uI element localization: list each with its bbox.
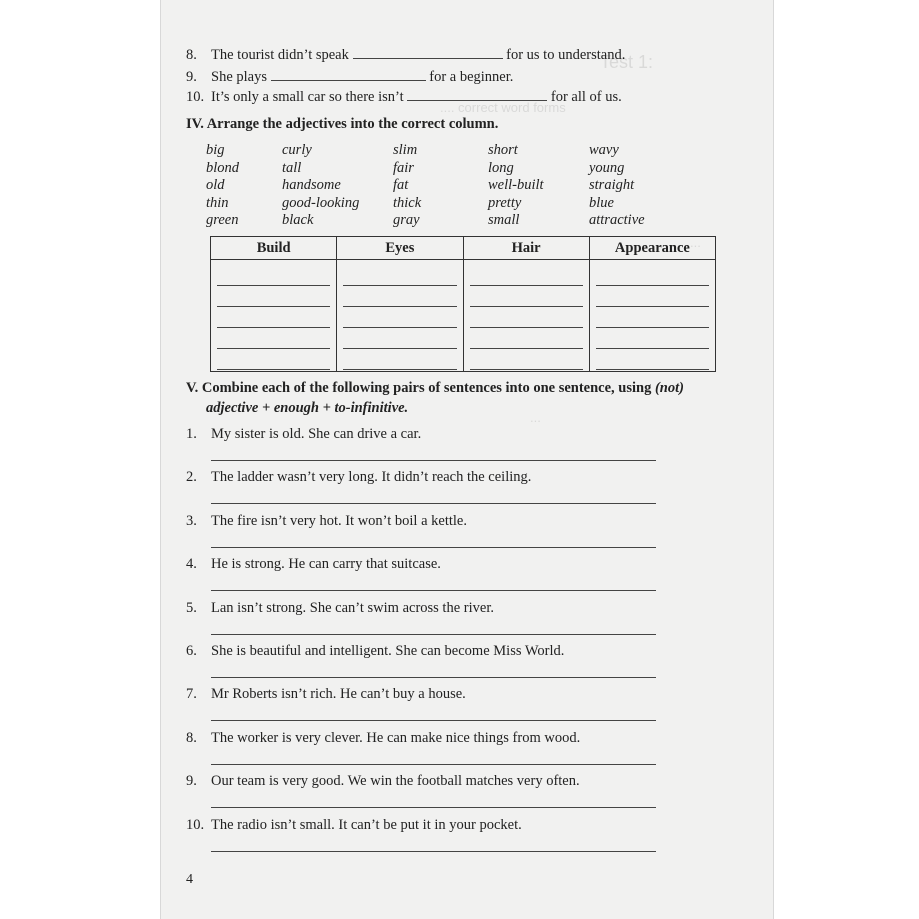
item-text: He is strong. He can carry that suitcase. bbox=[211, 556, 441, 573]
column-header-eyes: Eyes bbox=[337, 237, 463, 260]
answer-line[interactable] bbox=[470, 329, 583, 349]
combine-item bbox=[186, 643, 564, 660]
item-text: Our team is very good. We win the football matches very often. bbox=[211, 773, 580, 790]
combine-item bbox=[186, 600, 494, 617]
answer-line[interactable] bbox=[596, 266, 709, 286]
combine-item bbox=[186, 513, 467, 530]
column-cell-hair bbox=[463, 260, 589, 372]
answer-line[interactable] bbox=[211, 851, 656, 852]
adjective-word: small bbox=[488, 212, 520, 228]
adjective-word: slim bbox=[393, 142, 418, 158]
answer-line[interactable] bbox=[211, 720, 656, 721]
item-number: 10. bbox=[186, 816, 205, 833]
adjective-word: big bbox=[206, 142, 225, 158]
answer-line[interactable] bbox=[217, 329, 330, 349]
bleed-through-text: Test 1: bbox=[600, 52, 654, 72]
item-number: 4. bbox=[186, 556, 197, 573]
answer-line[interactable] bbox=[596, 350, 709, 370]
item-text: The ladder wasn’t very long. It didn’t reach the ceiling. bbox=[211, 469, 532, 486]
column-cell-eyes bbox=[337, 260, 463, 372]
bleed-through-text: ... bbox=[690, 235, 701, 250]
answer-line[interactable] bbox=[343, 266, 456, 286]
answer-line[interactable] bbox=[217, 350, 330, 370]
adjective-word: handsome bbox=[282, 177, 341, 193]
item-number: 9. bbox=[186, 773, 197, 790]
item-number: 8. bbox=[186, 729, 197, 746]
answer-line[interactable] bbox=[596, 329, 709, 349]
item-text: The fire isn’t very hot. It won’t boil a kettle. bbox=[211, 512, 467, 529]
fill-in-item: 9. She plays for a beginner. bbox=[186, 69, 514, 85]
adjective-word: blond bbox=[206, 159, 240, 176]
answer-line[interactable] bbox=[211, 677, 656, 678]
combine-item bbox=[186, 817, 522, 834]
adjective-word: good-looking bbox=[282, 194, 360, 211]
adjective-word: attractive bbox=[589, 212, 645, 228]
bleed-through-text: ... bbox=[530, 410, 541, 425]
section-iv-heading: IV. Arrange the adjectives into the correct column. bbox=[186, 116, 499, 132]
answer-line[interactable] bbox=[211, 547, 656, 548]
adjective-word: pretty bbox=[488, 194, 522, 211]
adjective-word: blue bbox=[589, 194, 614, 211]
answer-line[interactable] bbox=[470, 266, 583, 286]
answer-line[interactable] bbox=[470, 308, 583, 328]
answer-line[interactable] bbox=[211, 460, 656, 461]
answer-line[interactable] bbox=[343, 308, 456, 328]
fill-in-item: 8. The tourist didn’t speak for us to understand. bbox=[186, 47, 626, 63]
answer-line[interactable] bbox=[470, 287, 583, 307]
answer-line[interactable] bbox=[343, 287, 456, 307]
adjective-word: curly bbox=[282, 142, 312, 158]
column-cell-build bbox=[211, 260, 337, 372]
answer-line[interactable] bbox=[217, 266, 330, 286]
adjective-word: thin bbox=[206, 194, 229, 211]
item-number: 1. bbox=[186, 426, 197, 442]
section-v-heading: V. Combine each of the following pairs of sentences into one sentence, using (not) bbox=[186, 380, 684, 396]
adjective-word: short bbox=[488, 142, 518, 158]
adjective-word: black bbox=[282, 212, 314, 228]
answer-blank[interactable] bbox=[407, 88, 547, 101]
column-cell-appearance bbox=[589, 260, 715, 372]
item-number: 2. bbox=[186, 469, 197, 486]
combine-item bbox=[186, 469, 531, 486]
section-v-heading-line2: adjective + enough + to-infinitive. bbox=[206, 400, 409, 416]
adjective-word: thick bbox=[393, 194, 422, 211]
adjective-word: fair bbox=[393, 159, 414, 176]
adjective-word: straight bbox=[589, 177, 635, 193]
adjective-word: well-built bbox=[488, 177, 544, 193]
adjective-columns-table bbox=[210, 236, 716, 372]
item-text: The radio isn’t small. It can’t be put it in your pocket. bbox=[211, 816, 522, 833]
combine-item bbox=[186, 686, 466, 703]
page-number: 4 bbox=[186, 872, 193, 887]
adjective-word: old bbox=[206, 177, 225, 193]
item-text: The worker is very clever. He can make nice things from wood. bbox=[211, 729, 581, 746]
column-header-hair: Hair bbox=[463, 237, 589, 260]
item-text: My sister is old. She can drive a car. bbox=[211, 426, 422, 442]
answer-line[interactable] bbox=[217, 287, 330, 307]
combine-item bbox=[186, 730, 580, 747]
item-number: 3. bbox=[186, 512, 197, 529]
item-text: Mr Roberts isn’t rich. He can’t buy a house. bbox=[211, 686, 466, 703]
adjective-word: long bbox=[488, 159, 514, 176]
adjective-word: wavy bbox=[589, 142, 619, 158]
answer-line[interactable] bbox=[211, 503, 656, 504]
combine-item bbox=[186, 556, 441, 573]
adjective-word: fat bbox=[393, 177, 409, 193]
answer-line[interactable] bbox=[211, 590, 656, 591]
combine-item bbox=[186, 773, 580, 790]
answer-line[interactable] bbox=[211, 807, 656, 808]
answer-blank[interactable] bbox=[271, 68, 426, 81]
answer-line[interactable] bbox=[343, 350, 456, 370]
column-header-build: Build bbox=[211, 237, 337, 260]
answer-line[interactable] bbox=[217, 308, 330, 328]
item-number: 5. bbox=[186, 599, 197, 616]
item-number: 7. bbox=[186, 686, 197, 703]
answer-line[interactable] bbox=[596, 308, 709, 328]
adjective-word: green bbox=[206, 212, 239, 228]
adjective-word: tall bbox=[282, 159, 302, 176]
adjective-word: young bbox=[589, 159, 625, 176]
column-header-appearance: Appearance bbox=[589, 237, 715, 260]
item-text: Lan isn’t strong. She can’t swim across the river. bbox=[211, 599, 494, 616]
answer-blank[interactable] bbox=[353, 46, 503, 59]
bleed-through-text: .... correct word forms bbox=[440, 100, 566, 115]
answer-line[interactable] bbox=[211, 634, 656, 635]
answer-line[interactable] bbox=[470, 350, 583, 370]
answer-line[interactable] bbox=[211, 764, 656, 765]
item-number: 6. bbox=[186, 643, 197, 659]
item-text: She is beautiful and intelligent. She can become Miss World. bbox=[211, 643, 565, 659]
adjective-word: gray bbox=[393, 212, 420, 228]
fill-in-item: 10. It’s only a small car so there isn’t for all of us. bbox=[186, 89, 622, 105]
answer-line[interactable] bbox=[596, 287, 709, 307]
combine-item bbox=[186, 426, 421, 443]
answer-line[interactable] bbox=[343, 329, 456, 349]
